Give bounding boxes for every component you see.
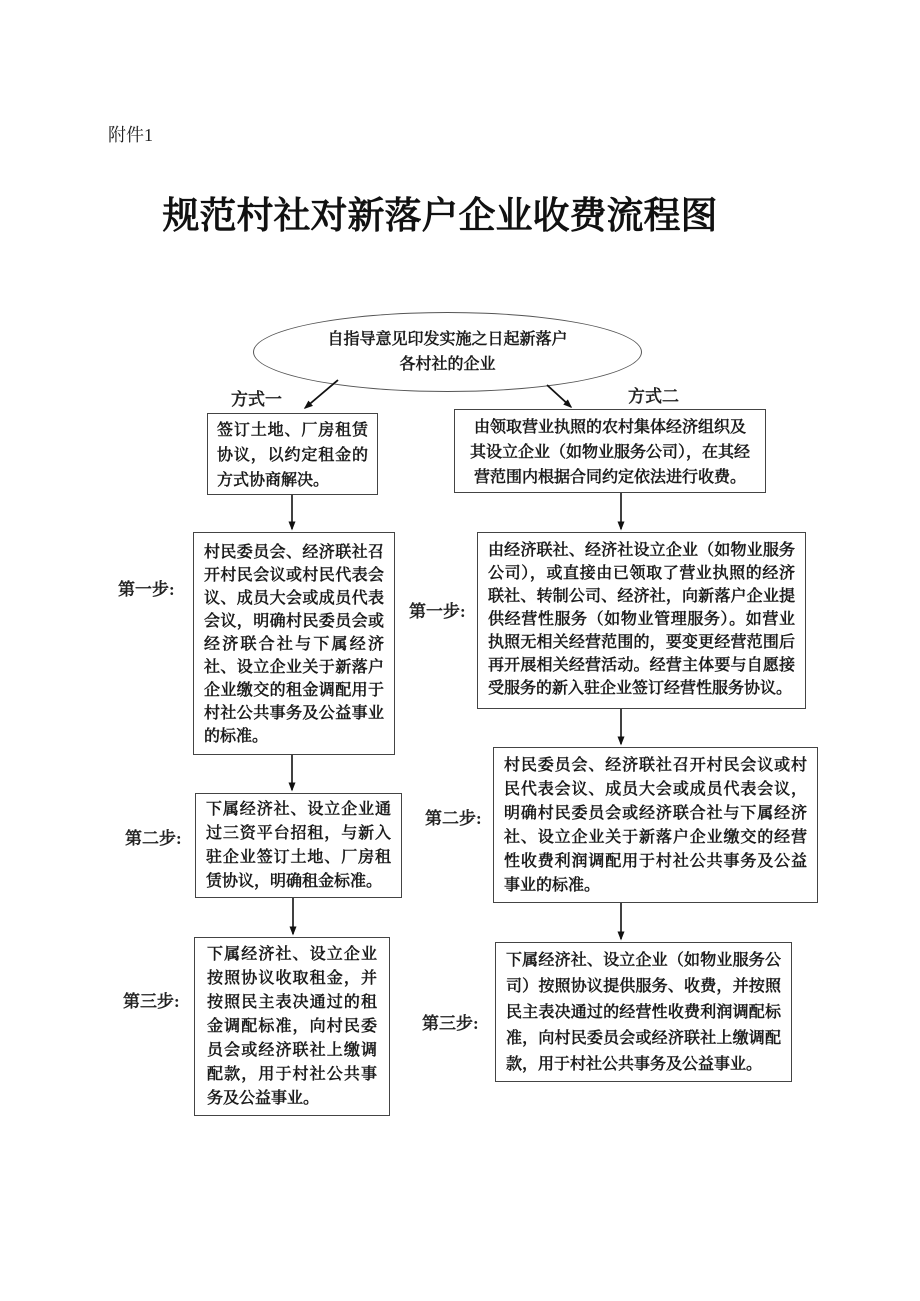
branch2-step1-label: 第一步: bbox=[409, 602, 466, 621]
branch1-step1-box: 村民委员会、经济联社召开村民会议或村民代表会议、成员大会或成员代表会议，明确村民委员会或经济联合社与下属经济社、设立企业关于新落户企业缴交的租金调配用于村社公共事务及公益事业的标准。 bbox=[193, 532, 395, 755]
branch2-intro-box: 由领取营业执照的农村集体经济组织及其设立企业（如物业服务公司），在其经营范围内根据合同约定依法进行收费。 bbox=[454, 409, 766, 493]
branch2-step3-label: 第三步: bbox=[422, 1014, 479, 1033]
branch1-intro-box: 签订土地、厂房租赁协议，以约定租金的方式协商解决。 bbox=[207, 413, 378, 495]
branch1-label: 方式一 bbox=[231, 390, 282, 409]
branch1-step3-label: 第三步: bbox=[123, 992, 180, 1011]
branch1-step3-box: 下属经济社、设立企业按照协议收取租金，并按照民主表决通过的租金调配标准，向村民委员会或经济联社上缴调配款，用于村社公共事务及公益事业。 bbox=[194, 937, 390, 1116]
branch2-step3-box: 下属经济社、设立企业（如物业服务公司）按照协议提供服务、收费，并按照民主表决通过的经营性收费利润调配标准，向村民委员会或经济联社上缴调配款，用于村社公共事务及公益事业。 bbox=[495, 942, 792, 1082]
branch2-step2-box: 村民委员会、经济联社召开村民会议或村民代表会议、成员大会或成员代表会议，明确村民委员会或经济联合社与下属经济社、设立企业关于新落户企业缴交的经营性收费利润调配用于村社公共事务及公益事业的标准。 bbox=[493, 747, 818, 903]
attachment-label: 附件1 bbox=[108, 125, 153, 145]
start-node-text: 自指导意见印发实施之日起新落户各村社的企业 bbox=[327, 331, 568, 373]
branch2-label: 方式二 bbox=[628, 387, 679, 406]
arrow-start-to-branch2 bbox=[547, 385, 571, 407]
branch1-step2-box: 下属经济社、设立企业通过三资平台招租，与新入驻企业签订土地、厂房租赁协议，明确租金标准。 bbox=[195, 793, 402, 898]
start-node bbox=[253, 312, 642, 392]
branch1-step1-label: 第一步: bbox=[118, 580, 175, 599]
branch2-step1-box: 由经济联社、经济社设立企业（如物业服务公司），或直接由已领取了营业执照的经济联社、转制公司、经济社，向新落户企业提供经营性服务（如物业管理服务）。如营业执照无相关经营范围的，要变更经营范围后再开展相关经营活动。经营主体要与自愿接受服务的新入驻企业签订经营性服务协议。 bbox=[477, 532, 806, 709]
branch1-step2-label: 第二步: bbox=[125, 829, 182, 848]
branch2-step2-label: 第二步: bbox=[425, 809, 482, 828]
page-title: 规范村社对新落户企业收费流程图 bbox=[162, 195, 718, 236]
